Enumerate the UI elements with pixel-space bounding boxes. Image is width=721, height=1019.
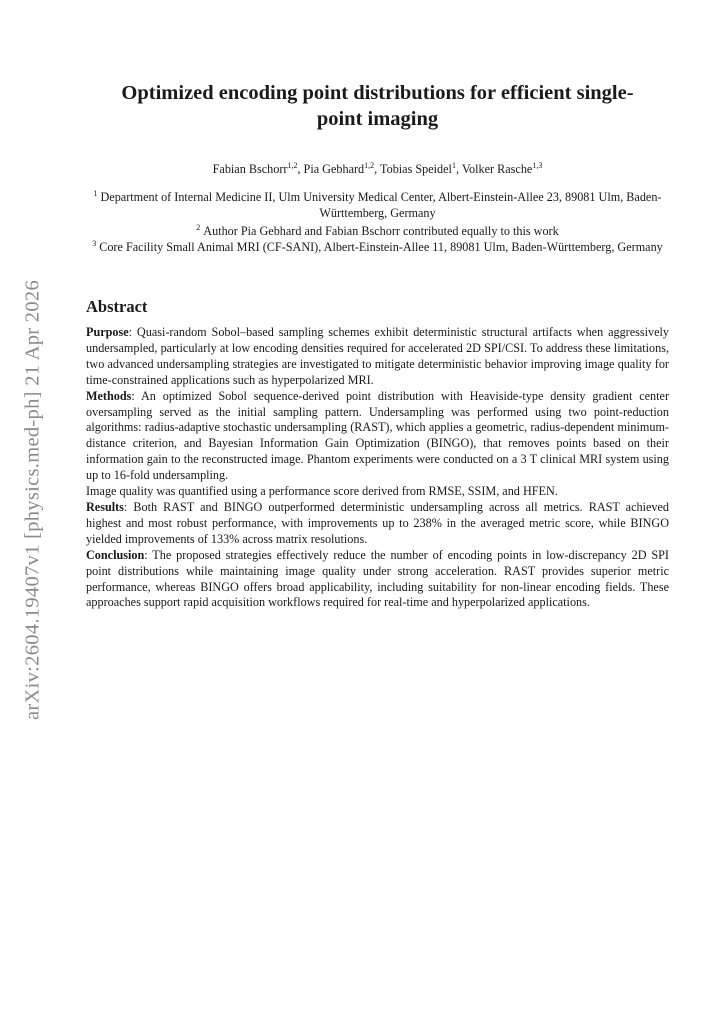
results-label: Results <box>86 499 124 514</box>
abstract-purpose-paragraph <box>86 325 669 389</box>
author-affiliation-marker: 1,3 <box>532 161 543 170</box>
arxiv-identifier-stamp <box>12 250 54 750</box>
author-name: Tobias Speidel <box>380 162 452 176</box>
affiliation-text: Core Facility Small Animal MRI (CF-SANI), Albert-Einstein-Allee 11, 89081 Ulm, Baden-Württemberg, Germany <box>99 240 663 254</box>
author-name: Pia Gebhard <box>303 162 365 176</box>
author-affiliation-marker: 1,2 <box>364 161 375 170</box>
purpose-text: : Quasi-random Sobol–based sampling schemes exhibit deterministic structural artifacts when aggressively undersampled, particularly at low encoding densities required for accelerated 2D SPI/CSI. To address these limitations, two advanced undersampling strategies are investigated to mitigate deterministic behavior improving image quality for time-constrained applications such as hyperpolarized MRI. <box>86 325 669 387</box>
affiliation <box>86 223 669 239</box>
affiliation-marker: 3 <box>92 239 97 248</box>
abstract-results-paragraph <box>86 500 669 548</box>
conclusion-label: Conclusion <box>86 547 145 562</box>
abstract-quality-paragraph: Image quality was quantified using a performance score derived from RMSE, SSIM, and HFEN. <box>86 484 558 499</box>
affiliation <box>86 189 669 221</box>
abstract-body <box>86 325 669 611</box>
affiliation <box>86 239 669 255</box>
results-text: : Both RAST and BINGO outperformed deterministic undersampling across all metrics. RAST achieved highest and most robust performance, with improvements up to 238% in the averaged metric score, while BINGO yielded improvements of 133% across matrix resolutions. <box>86 499 669 546</box>
affiliation-text: Author Pia Gebhard and Fabian Bschorr contributed equally to this work <box>203 224 559 238</box>
conclusion-text: : The proposed strategies effectively reduce the number of encoding points in low-discrepancy 2D SPI point distributions while maintaining image quality under strong acceleration. RAST provides superior metric performance, whereas BINGO offers broad applicability, including suitability for non-linear encoding fields. These approaches support rapid acquisition workflows required for real-time and hyperpolarized applications. <box>86 547 669 610</box>
author-list: Fabian Bschorr$^{1,2}$, Pia Gebhard$^{1,2}$, Tobias Speidel$^1$, Volker Rasche$^{1,3}$ <box>212 161 543 176</box>
affiliation-text: Department of Internal Medicine II, Ulm University Medical Center, Albert-Einstein-Allee 23, 89081 Ulm, Baden-Württemberg, Germany <box>100 190 662 220</box>
author-name: Fabian Bschorr <box>212 162 288 176</box>
abstract-conclusion-paragraph <box>86 548 669 612</box>
arxiv-identifier-text: arXiv:2604.19407v1 [physics.med-ph] 21 Apr 2026 <box>21 280 44 720</box>
methods-text: : An optimized Sobol sequence-derived point distribution with Heaviside-type density gradient center oversampling served as the initial sampling pattern. Undersampling was performed using two point-reduction algorithms: radius-adaptive stochastic undersampling (RAST), which applies a geometric, radius-dependent minimum-distance criterion, and Bayesian Information Gain Optimization (BINGO), that removes points based on their information gain to the reconstructed image. Phantom experiments were conducted on a 3 T clinical MRI system using up to 16-fold undersampling. <box>86 388 669 483</box>
paper-title: Optimized encoding point distributions for efficient single-point imaging <box>121 82 634 130</box>
author-affiliation-marker: 1,2 <box>287 161 298 170</box>
methods-label: Methods <box>86 388 132 403</box>
affiliation-marker: 1 <box>93 189 98 198</box>
abstract-heading: Abstract <box>86 297 148 316</box>
author-name: Volker Rasche <box>461 162 533 176</box>
author-affiliation-marker: 1 <box>451 161 456 170</box>
purpose-label: Purpose <box>86 325 129 339</box>
abstract-methods-paragraph <box>86 389 669 484</box>
affiliation-marker: 2 <box>196 223 201 232</box>
